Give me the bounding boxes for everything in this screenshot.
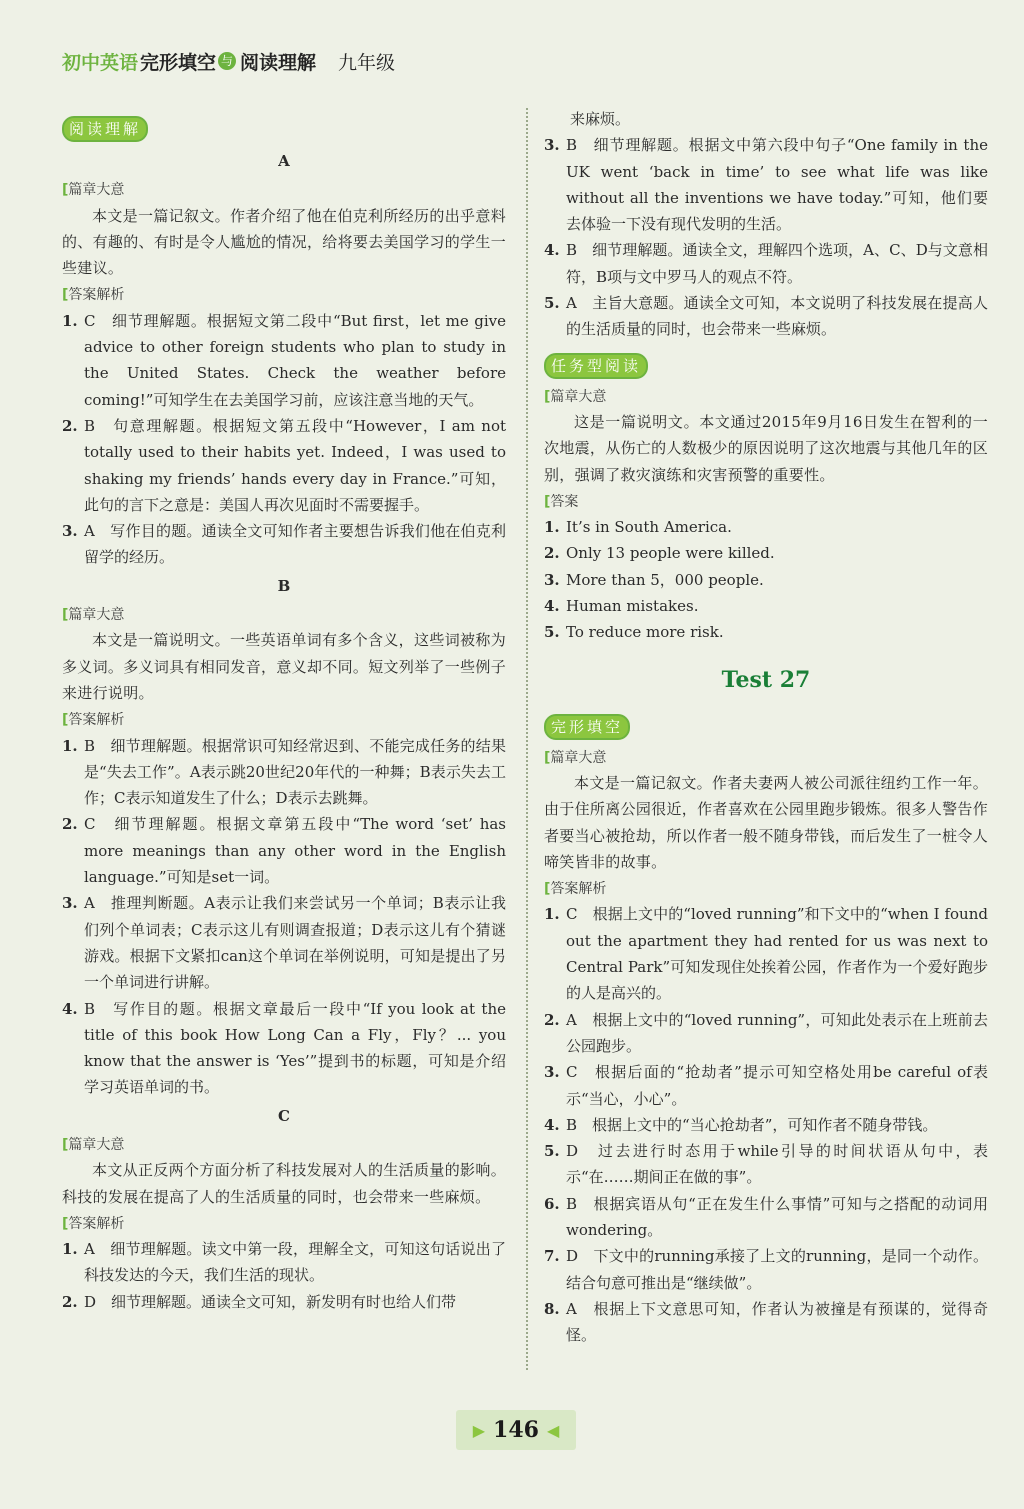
task-reading-banner: 任务型阅读: [544, 353, 648, 379]
answer-item: 1. It’s in South America.: [544, 518, 732, 537]
page-number-box: [456, 1410, 576, 1450]
right-column: [544, 106, 988, 1348]
play-right-icon: ▶: [472, 1420, 486, 1440]
answer-item: 4. B 写作目的题。根据文章最后一段中“If you look at the title of this book How Long Can a Fly，Fly？... you know that the answer is ‘Yes’”提到书的标题，可知是介绍学习英语单词的书。: [62, 999, 506, 1097]
passage-c-label: C: [278, 1106, 290, 1125]
answer-item: 5. D 过去进行时态用于while引导的时间状语从句中，表示“在……期间正在做的事”。: [544, 1142, 988, 1187]
and-badge: 与: [218, 52, 236, 70]
answer-item: 4. B 细节理解题。通读全文，理解四个选项，A、C、D与文意相符，B项与文中罗马人的观点不符。: [544, 241, 988, 286]
answer-item: 6. B 根据宾语从句“正在发生什么事情”可知与之搭配的动词用wondering。: [544, 1194, 988, 1239]
continued-text: 来麻烦。: [570, 110, 631, 128]
answer-item: 2. A 根据上文中的“loved running”，可知此处表示在上班前去公园跑步。: [544, 1010, 988, 1055]
answer-item: 5. To reduce more risk.: [544, 623, 724, 642]
cloze-banner: 完形填空: [544, 714, 630, 740]
answer-item: 5. A 主旨大意题。通读全文可知，本文说明了科技发展在提高人的生活质量的同时，也会带来一些麻烦。: [544, 294, 988, 339]
answer-item: 3. More than 5，000 people.: [544, 570, 764, 589]
test-title: Test 27: [721, 666, 811, 693]
answers-tag: [答案解析: [62, 1215, 125, 1232]
passage-b-label: B: [277, 576, 291, 595]
task-summary: 这是一篇说明文。本文通过2015年9月16日发生在智利的一次地震，从伤亡的人数极少的原因说明了这次地震与其他几年的区别，强调了救灾演练和灾害预警的重要性。: [544, 412, 988, 484]
answer-item: 3. C 根据后面的“抢劫者”提示可知空格处用be careful of表示“当心，小心”。: [544, 1063, 988, 1108]
answer-item: 3. A 写作目的题。通读全文可知作者主要想告诉我们他在伯克利留学的经历。: [62, 522, 506, 567]
answer-item: 1. C 根据上文中的“loved running”和下文中的“when I found out the apartment they had rented for us was next to Central Park”可知发现住处挨着公园，作者作为一个爱好跑步的人是高兴的。: [544, 905, 988, 1003]
passage-a-label: A: [278, 152, 290, 170]
answer-item: 1. A 细节理解题。读文中第一段，理解全文，可知这句话说出了科技发达的今天，我们生活的现状。: [62, 1240, 506, 1285]
passage-b-summary: 本文是一篇说明文。一些英语单词有多个含义，这些词被称为多义词。多义词具有相同发音，意义却不同。短文列举了一些例子来进行说明。: [62, 631, 506, 702]
summary-tag: [篇章大意: [62, 1136, 125, 1153]
summary-tag: [篇章大意: [62, 607, 125, 624]
series-name: 初中英语: [62, 51, 139, 74]
grade-label: 九年级: [338, 51, 396, 74]
answer-item: 2. Only 13 people were killed.: [544, 544, 775, 563]
answer-item: 1. C 细节理解题。根据短文第二段中“But first，let me give advice to other foreign students who plan to study in the United States. Check the weather before coming!”可知学生在去美国学习前，应该注意当地的天气。: [62, 311, 506, 409]
answer-item: 1. B 细节理解题。根据常识可知经常迟到、不能完成任务的结果是“失去工作”。A表示跳20世纪20年代的一种舞；B表示失去工作；C表示知道发生了什么；D表示去跳舞。: [62, 736, 506, 808]
answer-item: 2. B 句意理解题。根据短文第五段中“However，I am not totally used to their habits yet. Indeed，I was used to shaking my friends’ hands every day in France.”可知，此句的言下之意是：美国人再次见面时不需要握手。: [62, 416, 506, 514]
answers-tag: [答案解析: [62, 712, 125, 729]
page-number: 146: [493, 1417, 539, 1443]
page-header: [62, 44, 395, 78]
answer-item: 7. D 下文中的running承接了上文的running，是同一个动作。结合句意可推出是“继续做”。: [544, 1247, 988, 1292]
summary-tag: [篇章大意: [544, 749, 607, 766]
summary-tag: [篇章大意: [62, 182, 125, 199]
answers-tag: [答案: [544, 493, 579, 510]
cloze-summary: 本文是一篇记叙文。作者夫妻两人被公司派往纽约工作一年。由于住所离公园很近，作者喜欢在公园里跑步锻炼。很多人警告作者要当心被抢劫，所以作者一般不随身带钱，而后发生了一桩令人啼笑皆非的故事。: [544, 773, 988, 871]
answers-tag: [答案解析: [544, 881, 607, 898]
play-left-icon: ◀: [546, 1420, 560, 1440]
answer-item: 4. Human mistakes.: [544, 597, 699, 616]
summary-tag: [篇章大意: [544, 388, 607, 405]
answer-item: 3. B 细节理解题。根据文中第六段中句子“One family in the UK went ‘back in time’ to see what life was like without all the inventions we have today.”可知，他们要去体验一下没有现代发明的生活。: [544, 136, 988, 234]
book-title-b: 阅读理解: [240, 51, 317, 74]
book-title-a: 完形填空: [140, 51, 217, 74]
passage-c-summary: 本文从正反两个方面分析了科技发展对人的生活质量的影响。科技的发展在提高了人的生活质量的同时，也会带来一些麻烦。: [62, 1161, 506, 1206]
answer-item: 2. C 细节理解题。根据文章第五段中“The word ‘set’ has more meanings than any other word in the English language.”可知是set一词。: [62, 815, 506, 887]
column-divider: [526, 108, 528, 1370]
passage-a-summary: 本文是一篇记叙文。作者介绍了他在伯克利所经历的出乎意料的、有趣的、有时是令人尴尬的情况，给将要去美国学习的学生一些建议。: [62, 206, 506, 278]
answers-tag: [答案解析: [62, 287, 125, 304]
answer-item: 4. B 根据上文中的“当心抢劫者”，可知作者不随身带钱。: [544, 1115, 938, 1134]
answer-item: 8. A 根据上下文意思可知，作者认为被撞是有预谋的，觉得奇怪。: [544, 1299, 988, 1345]
reading-section-banner: 阅读理解: [62, 116, 148, 142]
answer-item: 2. D 细节理解题。通读全文可知，新发明有时也给人们带: [62, 1292, 457, 1311]
answer-item: 3. A 推理判断题。A表示让我们来尝试另一个单词；B表示让我们列个单词表；C表示这儿有则调查报道；D表示这儿有个猜谜游戏。根据下文紧扣can这个单词在举例说明，可知是提出了另一个单词进行讲解。: [62, 894, 506, 992]
left-column: [62, 106, 506, 1315]
